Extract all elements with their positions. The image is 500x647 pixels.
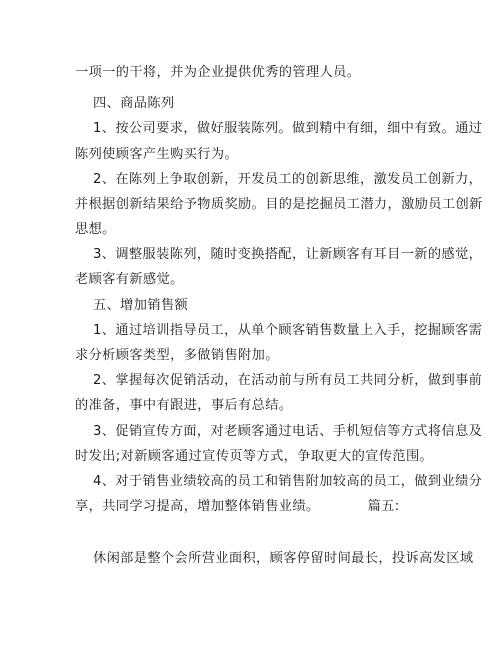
text-line: 休闲部是整个会所营业面积，顾客停留时间最长，投诉高发区域 xyxy=(93,551,474,566)
text-span: 享，共同学习提高，增加整体销售业绩。 xyxy=(75,499,320,514)
section-heading: 四、商品陈列 xyxy=(93,96,175,111)
text-line: 思想。 xyxy=(75,222,116,237)
chapter-heading: 篇五: xyxy=(367,499,400,514)
text-line: 4、对于销售业绩较高的员工和销售附加较高的员工，做到业绩分 xyxy=(93,474,483,489)
text-line: 3、调整服装陈列，随时变换搭配，让新顾客有耳目一新的感觉， xyxy=(93,247,483,262)
text-line: 陈列使顾客产生购买行为。 xyxy=(75,147,239,162)
text-line: 2、在陈列上争取创新，开发员工的创新思维，激发员工创新力， xyxy=(93,172,483,187)
text-line: 2、掌握每次促销活动，在活动前与所有员工共同分析，做到事前 xyxy=(93,373,483,388)
text-line: 求分析顾客类型，多做销售附加。 xyxy=(75,348,279,363)
text-line: 3、促销宣传方面，对老顾客通过电话、手机短信等方式将信息及 xyxy=(93,424,483,439)
text-line-with-heading xyxy=(75,498,400,516)
text-line: 时发出;对新顾客通过宣传页等方式，争取更大的宣传范围。 xyxy=(75,449,434,464)
text-line: 的准备，事中有跟进，事后有总结。 xyxy=(75,398,293,413)
text-line: 1、按公司要求，做好服装陈列。做到精中有细，细中有致。通过 xyxy=(93,121,483,136)
section-heading: 五、增加销售额 xyxy=(93,298,189,313)
text-line: 并根据创新结果给予物质奖励。目的是挖掘员工潜力，激励员工创新 xyxy=(75,197,483,212)
text-line: 老顾客有新感觉。 xyxy=(75,272,184,287)
text-line: 1、通过培训指导员工，从单个顾客销售数量上入手，挖掘顾客需 xyxy=(93,323,483,338)
text-line: 一项一的干将，并为企业提供优秀的管理人员。 xyxy=(75,65,361,80)
